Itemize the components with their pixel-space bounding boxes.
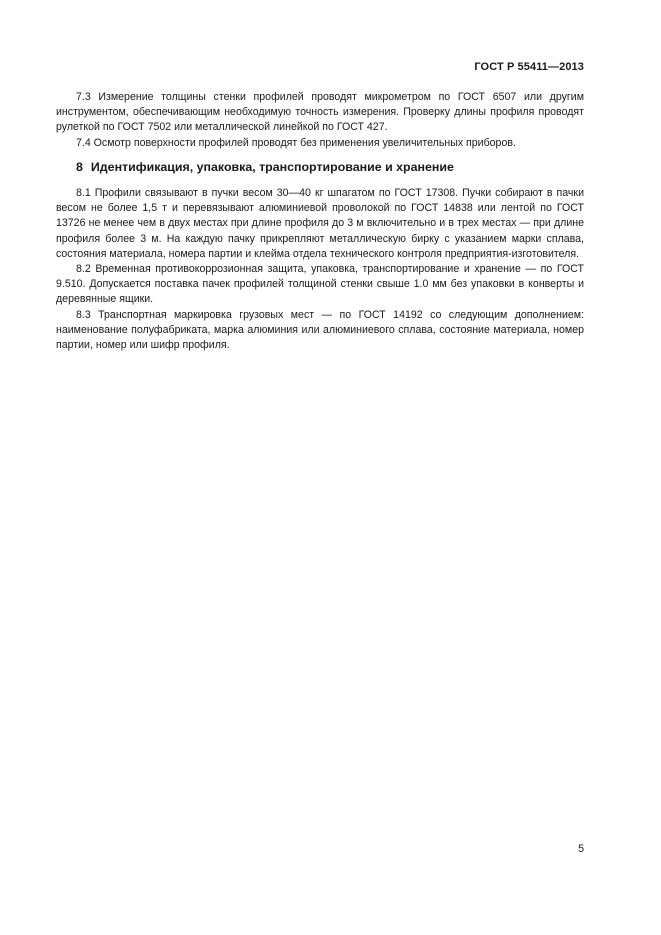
section-8-title: Идентификация, упаковка, транспортирование и хранение	[90, 160, 454, 174]
paragraph-8-1: 8.1 Профили связывают в пучки весом 30—40 кг шпагатом по ГОСТ 17308. Пучки собирают в пачки весом не более 1,5 т и перевязывают алюминиевой проволокой по ГОСТ 14838 или лентой по ГОСТ 13726 не менее чем в двух местах при длине профиля до 3 м включительно и в трех местах — при длине профиля более 3 м. На каждую пачку прикрепляют металлическую бирку с указанием марки сплава, состояния материала, номера партии и клейма отдела технического контроля предприятия-изготовителя.	[56, 187, 584, 260]
section-8-number: 8	[76, 160, 83, 174]
paragraph-8-2: 8.2 Временная противокоррозионная защита, упаковка, транспортирование и хранение — по ГОСТ 9.510. Допускается поставка пачек профилей толщиной стенки свыше 1.0 мм без упаковки в конверты и деревянные ящики.	[56, 263, 584, 306]
section-8-body	[56, 186, 584, 353]
section-7-continuation	[56, 90, 584, 151]
paragraph-7-3: 7.3 Измерение толщины стенки профилей проводят микрометром по ГОСТ 6507 или другим инструментом, обеспечивающим необходимую точность измерения. Проверку длины профиля проводят рулеткой по ГОСТ 7502 или металлической линейкой по ГОСТ 427.	[56, 91, 584, 134]
page-number: 5	[578, 843, 584, 855]
paragraph-8-3: 8.3 Транспортная маркировка грузовых мест — по ГОСТ 14192 со следующим дополнением: наименование полуфабриката, марка алюминия или алюминиевого сплава, состояние материала, номер партии, номер или шифр профиля.	[56, 308, 584, 352]
paragraph-7-4: 7.4 Осмотр поверхности профилей проводят без применения увеличительных приборов.	[76, 136, 516, 149]
document-header: ГОСТ Р 55411—2013	[474, 61, 584, 73]
section-8-heading	[76, 160, 454, 174]
